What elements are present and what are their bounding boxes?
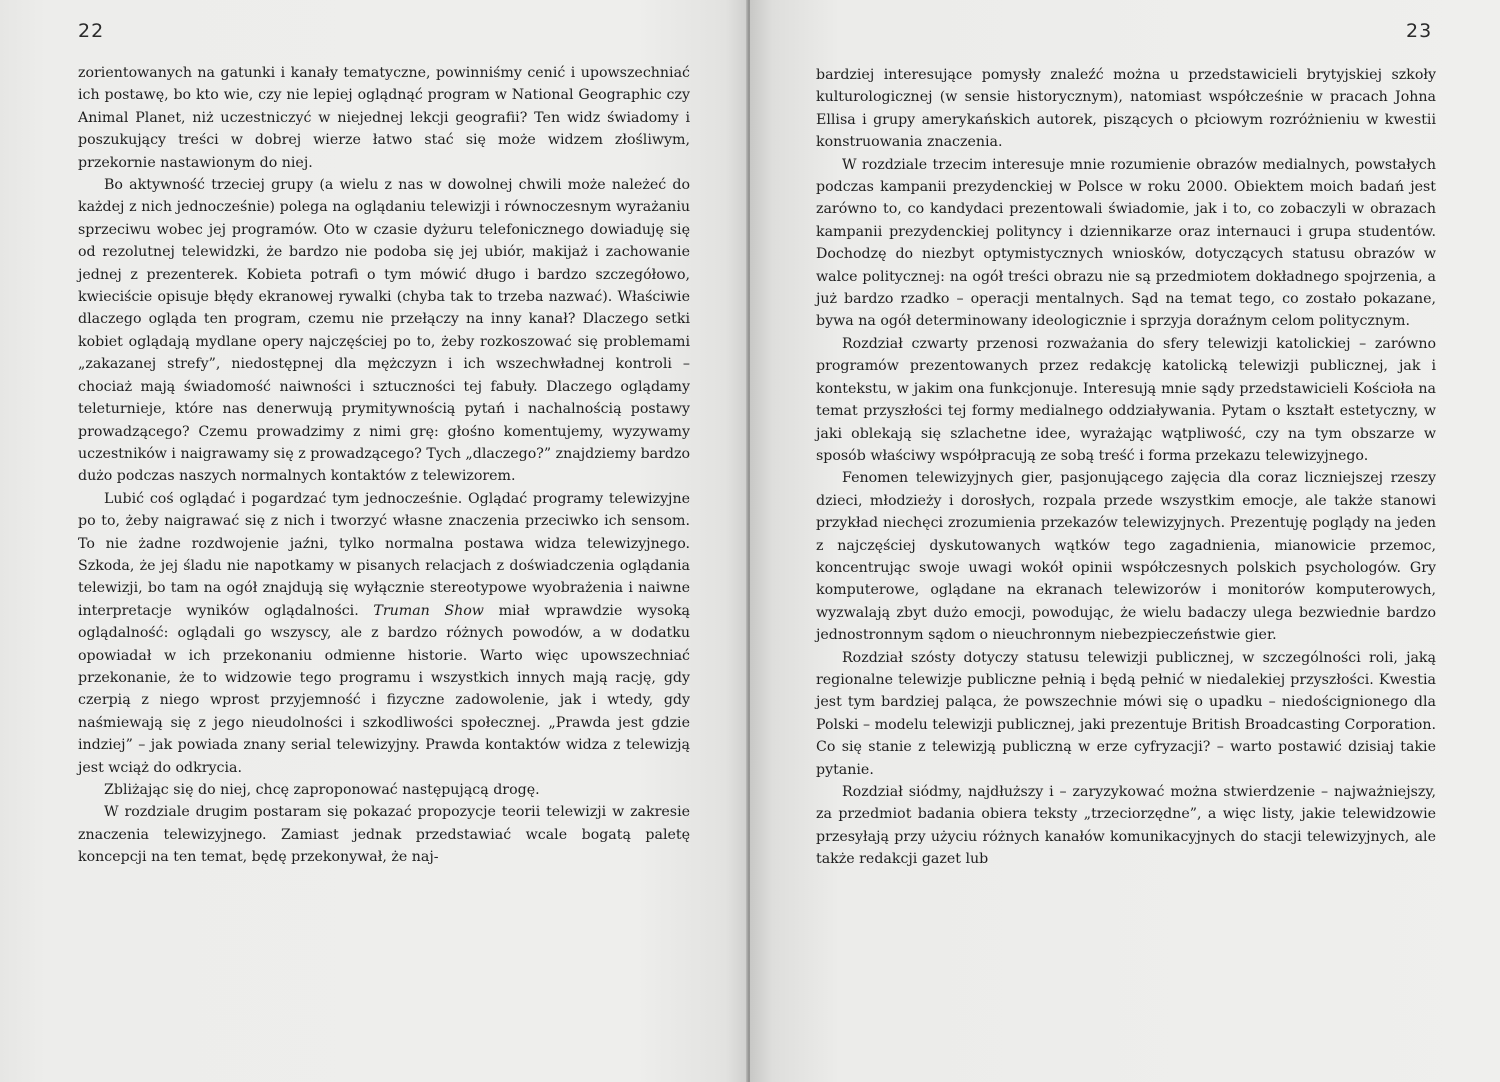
text-run: miał wprawdzie wysoką oglądalność: oglądali go wszyscy, ale z bardzo różnych powodów, a w dodatku opowiadał w ich przekonaniu odmienne historie. Warto więc upowszechniać przekonanie, że to widzowie tego programu i wszystkich innych mają rację, gdy czerpią z niego wprost przyjemność i fizyczne zadowolenie, jak i wtedy, gdy naśmiewają się z jego nieudolności i szkodliwości społecznej. „Prawda jest gdzie indziej” – jak powiada znany serial telewizyjny. Prawda kontaktów widza z telewizją jest wciąż do odkrycia. — [78, 602, 691, 776]
text-run: Rozdział siódmy, najdłuższy i – zaryzykować można stwierdzenie – najważniejszy, za przedmiot badania obiera teksty „trzeciorzędne”, a więc listy, jakie telewidzowie przesyłają przy użyciu różnych kanałów komunikacyjnych do stacji telewizyjnych, ale także redakcji gazet lub — [816, 784, 1436, 868]
paragraph — [78, 779, 690, 801]
text-run: W rozdziale drugim postaram się pokazać propozycje teorii telewizji w zakresie znaczenia telewizyjnego. Zamiast jednak przedstawiać wcale bogatą paletę koncepcji na ten temat, będę przekonywał, że naj- — [78, 804, 690, 866]
page-number: 22 — [78, 20, 105, 42]
page-text — [78, 62, 690, 869]
text-run: Lubić coś oglądać i pogardzać tym jednocześnie. Oglądać programy telewizyjne po to, żeby naigrawać się z nich i tworzyć własne znaczenia przeciwko ich sensom. To nie żadne rozdwojenie jaźni, tylko normalna postawa widza telewizyjnego. Szkoda, że jej śladu nie napotkamy w pisanych relacjach z doświadczenia oglądania telewizji, bo tam na ogół znajdują się wyłącznie stereotypowe wyobrażenia i naiwne interpretacje wyników oglądalności. — [78, 490, 690, 619]
paragraph — [78, 62, 690, 174]
text-run: Zbliżając się do niej, chcę zaproponować następującą drogę. — [104, 782, 540, 798]
text-run: W rozdziale trzecim interesuje mnie rozumienie obrazów medialnych, powstałych podczas kampanii prezydenckiej w Polsce w roku 2000. Obiektem moich badań jest zarówno to, co kandydaci prezentowali świadomie, jak i to, co zobaczyli w obrazach kampanii prezydenckiej polityncy i dziennikarze oraz internauci i grupa studentów. Dochodzę do niezbyt optymistycznych wniosków, dotyczących statusu obrazów w walce politycznej: na ogół treści obrazu nie są przedmiotem dokładnego spojrzenia, a już bardzo rzadko – operacji mentalnych. Sąd na temat tego, co zostało pokazane, bywa na ogół determinowany ideologicznie i sprzyja doraźnym celom politycznym. — [816, 156, 1436, 330]
paragraph — [816, 467, 1436, 646]
page-number: 23 — [1406, 20, 1433, 42]
paragraph — [816, 781, 1436, 871]
paragraph — [78, 801, 690, 868]
italic-title: Truman Show — [373, 602, 484, 619]
right-page — [750, 0, 1500, 1082]
paragraph — [816, 154, 1436, 333]
text-run: Fenomen telewizyjnych gier, pasjonującego zajęcia dla coraz liczniejszej rzeszy dzieci, młodzieży i dorosłych, rozpala przede wszystkim emocje, ale także stanowi przykład niechęci zrozumienia przekazów telewizyjnych. Prezentuję poglądy na jeden z najczęściej dyskutowanych wątków tego zagadnienia, mianowicie przemoc, koncentrując swoje uwagi wokół opinii współczesnych polskich psychologów. Gry komputerowe, oglądane na ekranach telewizorów i monitorów komputerowych, wyzwalają zbyt dużo emocji, powodując, że wielu badaczy ulega bezwiednie bardzo jednostronnym sądom o nieuchronnym niebezpieczeństwie gier. — [816, 470, 1436, 644]
page-text — [816, 64, 1436, 871]
paragraph — [78, 174, 690, 488]
text-run: Rozdział szósty dotyczy statusu telewizji publicznej, w szczególności roli, jaką regionalne telewizje publiczne pełnią i będą pełnić w niedalekiej przyszłości. Kwestia jest tym bardziej paląca, że powszechnie mówi się o upadku – niedoścignionego dla Polski – modelu telewizji publicznej, jaki prezentuje British Broadcasting Corporation. Co się stanie z telewizją publiczną w erze cyfryzacji? – warto postawić dzisiaj takie pytanie. — [816, 649, 1436, 778]
paragraph — [78, 488, 690, 779]
paragraph — [816, 647, 1436, 781]
paragraph — [816, 333, 1436, 467]
text-run: Rozdział czwarty przenosi rozważania do sfery telewizji katolickiej – zarówno programów prezentowanych przez redakcję katolicką telewizji publicznej, jak i kontekstu, w jakim ona funkcjonuje. Interesują mnie sądy przedstawicieli Kościoła na temat przyszłości tej formy medialnego oddziaływania. Pytam o kształt estetyczny, w jaki oblekają się szlachetne idee, wyrażając wątpliwość, czy na tym obszarze w sposób właściwy współpracują ze sobą treść i forma przekazu telewizyjnego. — [816, 335, 1436, 464]
text-run: zorientowanych na gatunki i kanały tematyczne, powinniśmy cenić i upowszechniać ich postawę, bo kto wie, czy nie lepiej oglądnąć program w National Geographic czy Animal Planet, niż uczestniczyć w niejednej lekcji geografii? Ten widz świadomy i poszukujący treści w dobrej wierze łatwo stać się może widzem złośliwym, przekornie nastawionym do niej. — [78, 65, 690, 171]
text-run: bardziej interesujące pomysły znaleźć można u przedstawicieli brytyjskiej szkoły kulturologicznej (w sensie historycznym), natomiast współcześnie w pracach Johna Ellisa i grupy amerykańskich autorek, piszących o płciowym rozróżnieniu w kwestii konstruowania znaczenia. — [816, 67, 1436, 151]
paragraph — [816, 64, 1436, 154]
text-run: Bo aktywność trzeciej grupy (a wielu z nas w dowolnej chwili może należeć do każdej z nich jednocześnie) polega na oglądaniu telewizji i równoczesnym wyrażaniu sprzeciwu wobec jej programów. Oto w czasie dyżuru telefonicznego dowiaduję się od rezolutnej telewidzki, że bardzo nie podoba się jej ubiór, makijaż i zachowanie jednej z prezenterek. Kobieta potrafi o tym mówić długo i bardzo szczegółowo, kwieciście opisuje błędy ekranowej rywalki (chyba tak to trzeba nazwać). Właściwie dlaczego ogląda ten program, czemu nie przełączy na inny kanał? Dlaczego setki kobiet oglądają mydlane opery najczęściej po to, żeby rozkoszować się problemami „zakazanej strefy”, niedostępnej dla mężczyzn i ich wszechwładnej kontroli – chociaż mają świadomość naiwności i sztuczności tej fabuły. Dlaczego oglądamy teleturnieje, które nas denerwują prymitywnością pytań i nachalnością postawy prowadzącego? Czemu prowadzimy z nimi grę: głośno komentujemy, wyzywamy uczestników i naigrawamy się z prowadzącego? Tych „dlaczego?” znajdziemy bardzo dużo podczas naszych normalnych kontaktów z telewizorem. — [78, 177, 690, 485]
left-page — [0, 0, 748, 1082]
